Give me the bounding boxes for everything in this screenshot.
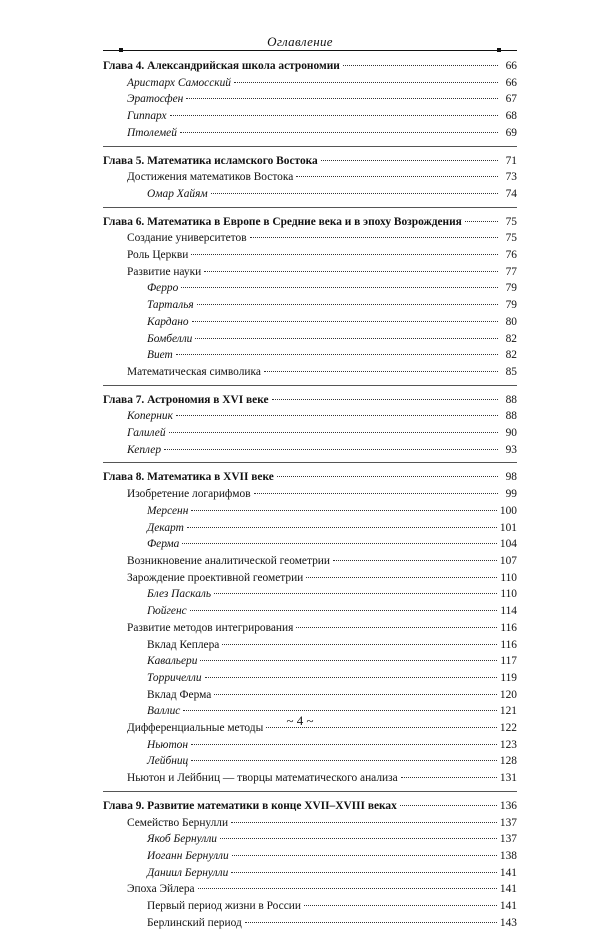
toc-entry-title: Глава 7. Астрономия в XVI веке — [103, 393, 269, 406]
dot-leader — [195, 338, 498, 339]
toc-entry-page: 143 — [499, 916, 517, 929]
toc-entry[interactable] — [103, 898, 517, 915]
toc-entry[interactable] — [103, 442, 517, 459]
toc-chapter-block — [103, 798, 517, 936]
toc-entry[interactable] — [103, 653, 517, 670]
dot-leader — [191, 744, 497, 745]
toc-entry-page: 82 — [505, 349, 517, 362]
toc-entry-title: Торричелли — [147, 671, 202, 684]
toc-entry-page: 75 — [505, 215, 517, 228]
toc-entry-title: Кеплер — [127, 443, 162, 456]
dot-leader — [176, 354, 498, 355]
dot-leader — [264, 371, 498, 372]
toc-entry-title: Вклад Кеплера — [147, 638, 220, 651]
dot-leader — [400, 805, 497, 806]
dot-leader — [272, 399, 498, 400]
rule-dot-left — [119, 48, 123, 52]
toc-entry-page: 116 — [500, 621, 517, 634]
toc-entry-page: 104 — [499, 538, 517, 551]
toc-entry-title: Мерсенн — [147, 504, 189, 517]
toc-entry[interactable] — [103, 169, 517, 186]
toc-entry-title: Омар Хайям — [147, 187, 208, 200]
toc-entry-page: 99 — [505, 488, 517, 501]
toc-entry[interactable] — [103, 915, 517, 932]
dot-leader — [220, 838, 497, 839]
toc-entry-title: Создание университетов — [127, 232, 247, 245]
dot-leader — [465, 221, 498, 222]
toc-entry[interactable] — [103, 670, 517, 687]
dot-leader — [296, 176, 498, 177]
toc-entry-page: 68 — [505, 110, 517, 123]
toc-entry-page: 88 — [505, 410, 517, 423]
toc-entry-page: 66 — [505, 60, 517, 72]
toc-entry-page: 69 — [505, 126, 517, 139]
toc-entry-title: Ньютон и Лейбниц — творцы математического анализа — [127, 772, 398, 785]
dot-leader — [169, 432, 498, 433]
dot-leader — [296, 627, 497, 628]
toc-entry[interactable] — [103, 753, 517, 770]
toc-entry-title: Возникновение аналитической геометрии — [127, 554, 330, 567]
toc-entry-page: 141 — [499, 900, 517, 913]
toc-chapter-block — [103, 214, 517, 386]
toc-entry[interactable] — [103, 364, 517, 381]
toc-entry-title: Зарождение проективной геометрии — [127, 571, 304, 584]
dot-leader — [231, 822, 497, 823]
dot-leader — [191, 760, 497, 761]
toc-entry-title: Иоганн Бернулли — [147, 849, 229, 862]
toc-entry-page: 138 — [499, 849, 517, 862]
toc-entry-page: 76 — [505, 249, 517, 262]
toc-entry-page: 122 — [499, 722, 517, 735]
toc-entry-title: Даниил Бернулли — [147, 866, 229, 879]
table-of-contents — [103, 58, 517, 941]
toc-entry[interactable] — [103, 536, 517, 553]
toc-entry-title: Коперник — [127, 410, 173, 423]
dot-leader — [232, 855, 497, 856]
toc-entry-title: Развитие науки — [127, 265, 202, 278]
dot-leader — [197, 304, 498, 305]
dot-leader — [245, 922, 497, 923]
toc-entry[interactable] — [103, 737, 517, 754]
toc-entry-page: 131 — [499, 772, 517, 785]
toc-entry-page: 100 — [499, 504, 517, 517]
toc-entry-page: 123 — [499, 738, 517, 751]
toc-entry-title: Глава 4. Александрийская школа астрономии — [103, 60, 340, 72]
toc-entry-page: 79 — [505, 299, 517, 312]
toc-entry-title: Дифференциальные методы — [127, 722, 264, 735]
toc-entry-title: Эратосфен — [127, 93, 184, 106]
toc-entry-title: Кардано — [147, 315, 189, 328]
toc-entry-page: 88 — [505, 393, 517, 406]
toc-entry[interactable] — [103, 815, 517, 832]
dot-leader — [187, 527, 497, 528]
dot-leader — [200, 660, 497, 661]
dot-leader — [205, 677, 498, 678]
dot-leader — [222, 644, 497, 645]
toc-entry-title: Виет — [147, 349, 173, 362]
toc-entry-title: Эпоха Эйлера — [127, 883, 195, 896]
toc-entry-page: 80 — [505, 315, 517, 328]
toc-entry-page: 82 — [505, 332, 517, 345]
toc-entry-page: 73 — [505, 171, 517, 184]
toc-entry-title: Ньютон — [147, 738, 189, 751]
dot-leader — [180, 132, 498, 133]
dot-leader — [170, 115, 498, 116]
toc-entry-page: 121 — [499, 705, 517, 718]
toc-entry[interactable] — [103, 603, 517, 620]
toc-chapter-block — [103, 58, 517, 147]
toc-entry-page: 114 — [500, 605, 517, 618]
toc-entry[interactable] — [103, 75, 517, 92]
toc-entry-page: 90 — [505, 427, 517, 440]
toc-entry-page: 137 — [499, 816, 517, 829]
toc-entry-page: 85 — [505, 365, 517, 378]
toc-entry[interactable] — [103, 687, 517, 704]
dot-leader — [234, 82, 498, 83]
toc-entry[interactable] — [103, 125, 517, 142]
toc-entry-page: 120 — [499, 688, 517, 701]
dot-leader — [192, 321, 498, 322]
toc-entry-title: Изобретение логарифмов — [127, 488, 251, 501]
toc-entry-page: 98 — [505, 471, 517, 484]
toc-entry-page: 93 — [505, 443, 517, 456]
toc-entry[interactable] — [103, 848, 517, 865]
toc-entry-title: Аристарх Самосский — [127, 76, 232, 89]
toc-chapter-entry[interactable] — [103, 392, 517, 409]
toc-entry[interactable] — [103, 770, 517, 787]
toc-chapter-block — [103, 392, 517, 464]
toc-entry-page: 74 — [505, 187, 517, 200]
toc-entry[interactable] — [103, 553, 517, 570]
toc-chapter-entry[interactable] — [103, 469, 517, 486]
dot-leader — [176, 415, 498, 416]
toc-entry-title: Бомбелли — [147, 332, 193, 345]
dot-leader — [250, 237, 498, 238]
dot-leader — [254, 493, 498, 494]
dot-leader — [191, 254, 498, 255]
toc-entry[interactable] — [103, 280, 517, 297]
toc-entry-title: Достижения математиков Востока — [127, 171, 294, 184]
toc-entry[interactable] — [103, 425, 517, 442]
toc-entry[interactable] — [103, 247, 517, 264]
toc-entry-title: Семейство Бернулли — [127, 816, 229, 829]
toc-entry-page: 119 — [500, 671, 517, 684]
toc-entry-title: Математическая символика — [127, 365, 261, 378]
toc-entry-page: 141 — [499, 866, 517, 879]
toc-entry-page: 67 — [505, 93, 517, 106]
toc-entry[interactable] — [103, 408, 517, 425]
toc-entry-title: Глава 8. Математика в XVII веке — [103, 471, 274, 484]
toc-entry[interactable] — [103, 486, 517, 503]
toc-entry[interactable] — [103, 314, 517, 331]
dot-leader — [198, 888, 497, 889]
dot-leader — [214, 593, 497, 594]
toc-entry-page: 117 — [500, 655, 517, 668]
toc-entry-title: Ферма — [147, 538, 180, 551]
toc-entry-title: Вклад Ферма — [147, 688, 212, 701]
dot-leader — [181, 287, 498, 288]
toc-entry-page: 77 — [505, 265, 517, 278]
toc-entry[interactable] — [103, 637, 517, 654]
toc-entry[interactable] — [103, 620, 517, 637]
dot-leader — [304, 905, 497, 906]
toc-entry-title: Кавальери — [147, 655, 198, 668]
dot-leader — [401, 777, 497, 778]
dot-leader — [183, 710, 497, 711]
toc-entry[interactable] — [103, 347, 517, 364]
toc-entry[interactable] — [103, 91, 517, 108]
toc-entry[interactable] — [103, 230, 517, 247]
toc-entry-page: 116 — [500, 638, 517, 651]
toc-entry-page: 107 — [499, 554, 517, 567]
toc-entry-title: Роль Церкви — [127, 249, 189, 262]
toc-entry-page: 141 — [499, 883, 517, 896]
dot-leader — [333, 560, 497, 561]
toc-entry-title: Блез Паскаль — [147, 588, 212, 601]
toc-entry-page: 71 — [505, 154, 517, 167]
toc-entry[interactable] — [103, 108, 517, 125]
toc-chapter-entry[interactable] — [103, 214, 517, 231]
toc-entry-title: Глава 5. Математика исламского Востока — [103, 154, 318, 167]
dot-leader — [211, 193, 498, 194]
toc-entry-title: Декарт — [147, 521, 184, 534]
dot-leader — [182, 543, 497, 544]
toc-entry-title: Берлинский период — [147, 916, 242, 929]
toc-chapter-entry[interactable] — [103, 798, 517, 815]
toc-entry-title: Якоб Бернулли — [147, 833, 218, 846]
running-header: Оглавление — [267, 34, 333, 49]
page-number: ~ 4 ~ — [286, 713, 314, 728]
toc-entry-title: Глава 6. Математика в Европе в Средние века и в эпоху Возрождения — [103, 215, 462, 228]
toc-entry-title: Галилей — [127, 427, 166, 440]
toc-entry[interactable] — [103, 186, 517, 203]
toc-chapter-block — [103, 469, 517, 791]
toc-entry-page: 66 — [505, 76, 517, 89]
header-rule — [103, 50, 517, 51]
dot-leader — [164, 449, 498, 450]
toc-entry-page: 75 — [505, 232, 517, 245]
toc-entry-page: 137 — [499, 833, 517, 846]
toc-chapter-entry[interactable] — [103, 58, 517, 75]
toc-entry[interactable] — [103, 297, 517, 314]
dot-leader — [186, 98, 498, 99]
toc-entry-page: 136 — [499, 799, 517, 812]
dot-leader — [277, 476, 498, 477]
toc-entry-title: Гюйгенс — [147, 605, 187, 618]
toc-entry-page: 101 — [499, 521, 517, 534]
toc-entry[interactable] — [103, 331, 517, 348]
dot-leader — [204, 271, 498, 272]
toc-chapter-entry[interactable] — [103, 153, 517, 170]
toc-entry[interactable] — [103, 264, 517, 281]
toc-entry[interactable] — [103, 586, 517, 603]
toc-entry[interactable] — [103, 881, 517, 898]
toc-entry[interactable] — [103, 865, 517, 882]
toc-entry[interactable] — [103, 570, 517, 587]
dot-leader — [190, 610, 498, 611]
toc-entry-title: Первый период жизни в России — [147, 900, 301, 913]
toc-entry-title: Тарталья — [147, 299, 194, 312]
toc-entry-title: Развитие методов интегрирования — [127, 621, 294, 634]
toc-chapter-block — [103, 153, 517, 208]
toc-entry[interactable] — [103, 520, 517, 537]
toc-entry-title: Глава 9. Развитие математики в конце XVII–XVIII веках — [103, 799, 397, 812]
dot-leader — [191, 510, 497, 511]
toc-entry-title: Ферро — [147, 282, 179, 295]
toc-entry-page: 110 — [500, 571, 517, 584]
toc-entry-title: Лейбниц — [147, 755, 189, 768]
dot-leader — [343, 65, 498, 66]
toc-entry[interactable] — [103, 503, 517, 520]
toc-entry-title: Валлис — [147, 705, 181, 718]
toc-entry-page: 79 — [505, 282, 517, 295]
toc-entry[interactable] — [103, 831, 517, 848]
toc-entry-title: Гиппарх — [127, 110, 167, 123]
dot-leader — [321, 160, 498, 161]
dot-leader — [214, 694, 497, 695]
rule-dot-right — [497, 48, 501, 52]
toc-entry-title: Птолемей — [127, 126, 177, 139]
toc-entry-page: 128 — [499, 755, 517, 768]
dot-leader — [306, 577, 497, 578]
toc-entry-page: 110 — [500, 588, 517, 601]
dot-leader — [231, 872, 497, 873]
